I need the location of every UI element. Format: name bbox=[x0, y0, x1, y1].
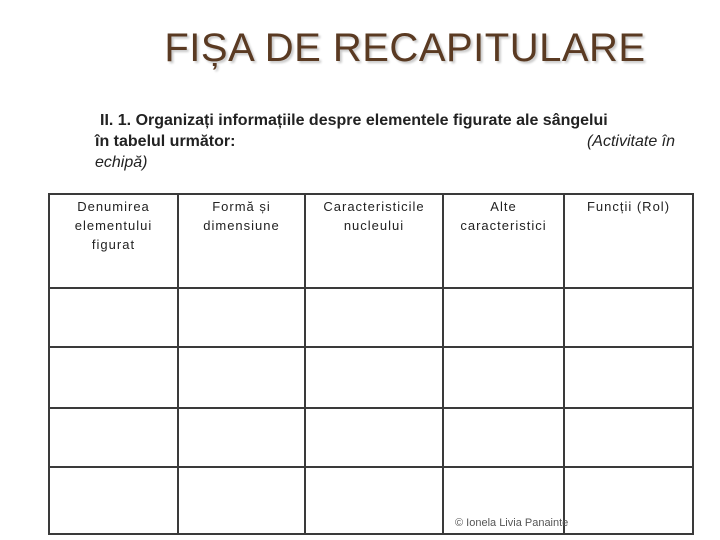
table-cell[interactable] bbox=[306, 468, 442, 533]
instructions-line-3: echipă) bbox=[95, 154, 148, 171]
header-cell-nucleu: Caracteristicile nucleului bbox=[306, 195, 442, 287]
copyright-footer: © Ionela Livia Panainte bbox=[455, 517, 569, 529]
table-cell[interactable] bbox=[50, 348, 177, 407]
table-cell[interactable] bbox=[565, 468, 692, 533]
instructions-line-2-left: în tabelul următor: bbox=[95, 133, 236, 150]
header-cell-forma: Formă și dimensiune bbox=[179, 195, 304, 287]
table-cell[interactable] bbox=[50, 289, 177, 346]
table-cell[interactable] bbox=[565, 289, 692, 346]
table-cell[interactable] bbox=[179, 409, 304, 466]
table-cell[interactable] bbox=[565, 348, 692, 407]
table-cell[interactable] bbox=[306, 409, 442, 466]
table-cell[interactable] bbox=[306, 289, 442, 346]
table-header-row bbox=[50, 195, 692, 287]
instructions-line-1: II. 1. Organizați informațiile despre elementele figurate ale sângelui bbox=[100, 112, 608, 129]
table-cell[interactable] bbox=[179, 468, 304, 533]
table-cell[interactable] bbox=[50, 468, 177, 533]
table-cell[interactable] bbox=[179, 289, 304, 346]
table-row bbox=[50, 409, 692, 466]
recap-table bbox=[48, 193, 694, 535]
instructions bbox=[95, 110, 675, 173]
header-cell-alte: Alte caracteristici bbox=[444, 195, 563, 287]
instructions-line-2 bbox=[95, 131, 675, 152]
table-row bbox=[50, 468, 692, 533]
table-cell[interactable] bbox=[50, 409, 177, 466]
table-cell[interactable] bbox=[179, 348, 304, 407]
table-cell[interactable] bbox=[444, 289, 563, 346]
table-row bbox=[50, 289, 692, 346]
header-cell-denumire: Denumirea elementului figurat bbox=[50, 195, 177, 287]
table-cell[interactable] bbox=[565, 409, 692, 466]
instructions-line-2-right: (Activitate în bbox=[586, 133, 675, 150]
table-cell[interactable] bbox=[444, 348, 563, 407]
page-title: FIȘA DE RECAPITULARE bbox=[164, 26, 646, 70]
table-cell[interactable] bbox=[306, 348, 442, 407]
header-cell-functii: Funcții (Rol) bbox=[565, 195, 692, 287]
table-cell[interactable] bbox=[444, 409, 563, 466]
table-row bbox=[50, 348, 692, 407]
